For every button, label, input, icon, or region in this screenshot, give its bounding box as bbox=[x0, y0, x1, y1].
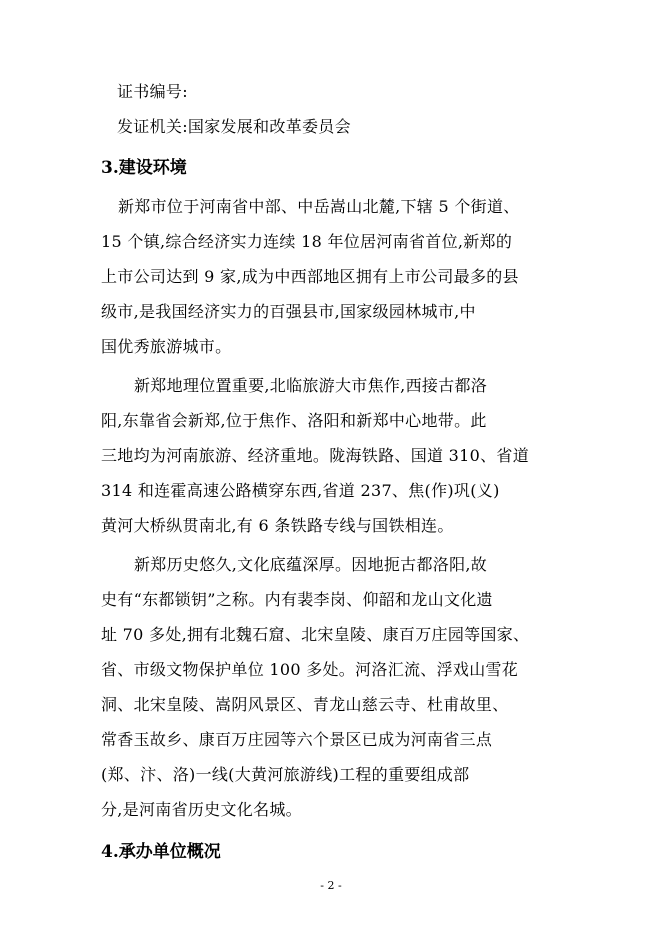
paragraph-line: 15 个镇,综合经济实力连续 18 年位居河南省首位,新郑的 bbox=[101, 232, 513, 251]
paragraph-line: 分,是河南省历史文化名城。 bbox=[101, 800, 302, 819]
paragraph-line: 黄河大桥纵贯南北,有 6 条铁路专线与国铁相连。 bbox=[101, 516, 454, 535]
paragraph-line: 新郑地理位置重要,北临旅游大市焦作,西接古都洛 bbox=[134, 376, 488, 395]
paragraph-line: 国优秀旅游城市。 bbox=[101, 337, 232, 356]
paragraph-line: (郑、汴、洛)一线(大黄河旅游线)工程的重要组成部 bbox=[101, 765, 470, 784]
paragraph-line: 上市公司达到 9 家,成为中西部地区拥有上市公司最多的县 bbox=[101, 267, 519, 286]
paragraph-line: 新郑市位于河南省中部、中岳嵩山北麓,下辖 5 个街道、 bbox=[118, 197, 520, 216]
paragraph-line: 新郑历史悠久,文化底蕴深厚。因地扼古都洛阳,故 bbox=[134, 555, 488, 574]
paragraph-line: 洞、北宋皇陵、嵩阴风景区、青龙山慈云寺、杜甫故里、 bbox=[101, 695, 509, 714]
section-4-heading: 4.承办单位概况 bbox=[101, 842, 221, 862]
certificate-number-label: 证书编号: bbox=[117, 82, 188, 101]
paragraph-line: 常香玉故乡、康百万庄园等六个景区已成为河南省三点 bbox=[101, 730, 493, 749]
paragraph-line: 三地均为河南旅游、经济重地。陇海铁路、国道 310、省道 bbox=[101, 446, 530, 465]
paragraph-line: 省、市级文物保护单位 100 多处。河洛汇流、浮戏山雪花 bbox=[101, 660, 519, 679]
paragraph-line: 址 70 多处,拥有北魏石窟、北宋皇陵、康百万庄园等国家、 bbox=[101, 625, 530, 644]
certificate-issuer-line: 发证机关:国家发展和改革委员会 bbox=[117, 117, 351, 136]
paragraph-line: 级市,是我国经济实力的百强县市,国家级园林城市,中 bbox=[101, 302, 476, 321]
page-number: - 2 - bbox=[320, 879, 342, 892]
section-3-heading: 3.建设环境 bbox=[101, 158, 187, 178]
paragraph-line: 阳,东靠省会新郑,位于焦作、洛阳和新郑中心地带。此 bbox=[101, 411, 487, 430]
paragraph-line: 史有“东都锁钥”之称。内有裴李岗、仰韶和龙山文化遗 bbox=[101, 590, 493, 609]
paragraph-line: 314 和连霍高速公路横穿东西,省道 237、焦(作)巩(义) bbox=[101, 481, 500, 500]
